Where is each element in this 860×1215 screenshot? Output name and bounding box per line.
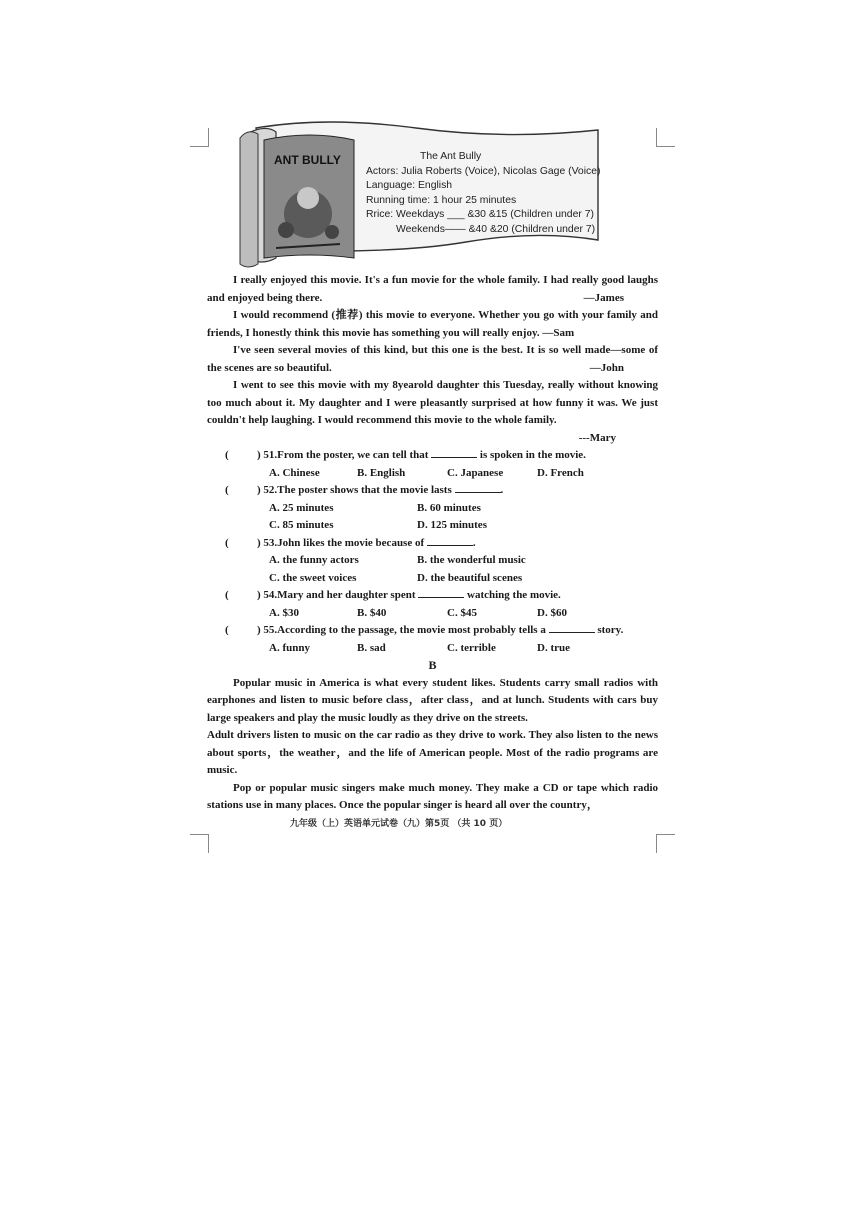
option-b[interactable]: B. sad	[357, 641, 386, 654]
review-sam	[207, 307, 658, 342]
crop-mark-top-left	[190, 128, 209, 147]
question-55	[207, 622, 658, 657]
option-c[interactable]: C. 85 minutes	[269, 519, 334, 531]
question-53	[207, 535, 658, 588]
question-stem-end: .	[472, 536, 476, 549]
question-stem: ) 55.According to the passage, the movie most probably tells a	[257, 624, 546, 636]
movie-running-time: Running time: 1 hour 25 minutes	[366, 194, 517, 206]
movie-title: The Ant Bully	[420, 151, 482, 162]
answer-blank	[427, 535, 473, 546]
exam-content	[207, 272, 658, 815]
review-author: ---Mary	[578, 431, 616, 444]
review-text: I went to see this movie with my 8yearold daughter this Tuesday, really without knowing too much about it. My daughter and I were pleasantly surprised at how funny it was. We just couldn't help laughing. I would recommend this movie to the whole family.	[207, 379, 658, 426]
review-text: I really enjoyed this movie. It's a fun movie for the whole family. I had really good laughs and enjoyed being there.	[207, 274, 658, 304]
question-stem-end: is spoken in the movie.	[479, 449, 586, 461]
option-b[interactable]: B. English	[357, 466, 406, 479]
option-a[interactable]: A. Chinese	[269, 466, 320, 479]
review-mary	[207, 377, 658, 430]
movie-poster	[236, 118, 602, 270]
question-stem-end: watching the movie.	[467, 589, 561, 601]
passage-b-paragraph-3: Pop or popular music singers make much money. They make a CD or tape which radio stations use in many places. Once the popular singer is heard all over the country，	[207, 781, 658, 811]
option-d[interactable]: D. 125 minutes	[417, 519, 487, 531]
option-c[interactable]: C. Japanese	[447, 466, 504, 479]
price-weekends: Weekends—— &40 &20 (Children under 7)	[396, 223, 596, 235]
question-54	[207, 587, 658, 622]
answer-blank	[549, 622, 595, 633]
review-author: —John	[589, 361, 624, 374]
option-c[interactable]: C. terrible	[447, 641, 496, 654]
question-stem-end: story.	[597, 624, 624, 636]
option-c[interactable]: C. $45	[447, 606, 477, 619]
poster-logo: ANT BULLY	[274, 153, 341, 167]
crop-mark-top-right	[656, 128, 675, 147]
review-author: —Sam	[542, 326, 575, 339]
review-author: —James	[583, 291, 624, 304]
question-stem: ) 51.From the poster, we can tell that	[257, 449, 429, 461]
question-stem-end: .	[500, 484, 504, 496]
option-b[interactable]: B. 60 minutes	[417, 501, 481, 514]
option-d[interactable]: D. French	[537, 466, 584, 479]
answer-paren[interactable]: (	[225, 484, 229, 496]
movie-actors: Actors: Julia Roberts (Voice), Nicolas Gage (Voice)	[366, 165, 601, 177]
option-d[interactable]: D. $60	[537, 606, 567, 619]
passage-b-paragraph-2: Adult drivers listen to music on the car radio as they drive to work. They also listen to the news about sports，the weather，and the life of American people. Most of the radio programs are music.	[207, 729, 658, 776]
page-footer: 九年级（上）英语单元试卷（九）第5页 （共 10 页）	[290, 819, 508, 829]
option-b[interactable]: B. the wonderful music	[417, 554, 526, 566]
crop-mark-bottom-right	[656, 834, 675, 853]
passage-b-paragraph-1: Popular music in America is what every student likes. Students carry small radios with earphones and listen to music before class，after class，and at lunch. Students with cars buy large speakers and play the music loudly as they drive on the streets.	[207, 676, 658, 724]
review-text: I've seen several movies of this kind, but this one is the best. It is so well made—some of the scenes are so beautiful.	[207, 344, 658, 374]
option-d[interactable]: D. the beautiful scenes	[417, 571, 523, 584]
question-52	[207, 482, 658, 535]
answer-paren[interactable]: (	[225, 624, 229, 636]
movie-language: Language: English	[366, 180, 453, 192]
poster-info	[366, 150, 601, 238]
review-james	[207, 272, 658, 307]
question-stem: ) 52.The poster shows that the movie lasts	[257, 484, 452, 496]
option-c[interactable]: C. the sweet voices	[269, 571, 357, 584]
option-b[interactable]: B. $40	[357, 606, 387, 619]
review-john	[207, 342, 658, 377]
question-stem: ) 53.John likes the movie because of	[257, 536, 425, 549]
price-weekdays: Rrice: Weekdays ___ &30 &15 (Children under 7)	[366, 209, 594, 221]
option-a[interactable]: A. the funny actors	[269, 554, 359, 566]
answer-paren[interactable]: (	[225, 536, 229, 549]
answer-paren[interactable]: (	[225, 589, 229, 601]
answer-blank	[418, 587, 464, 598]
question-51	[207, 447, 658, 482]
option-a[interactable]: A. 25 minutes	[269, 501, 334, 514]
answer-blank	[431, 447, 477, 458]
option-a[interactable]: A. $30	[269, 606, 299, 619]
section-heading-b: B	[428, 658, 437, 672]
question-stem: ) 54.Mary and her daughter spent	[257, 589, 416, 601]
option-d[interactable]: D. true	[537, 641, 570, 654]
answer-paren[interactable]: (	[225, 449, 229, 461]
review-text: I would recommend (推荐) this movie to everyone. Whether you go with your family and friends, I honestly think this movie has something you will really enjoy.	[207, 309, 658, 339]
answer-blank	[455, 482, 501, 493]
option-a[interactable]: A. funny	[269, 641, 310, 654]
crop-mark-bottom-left	[190, 834, 209, 853]
